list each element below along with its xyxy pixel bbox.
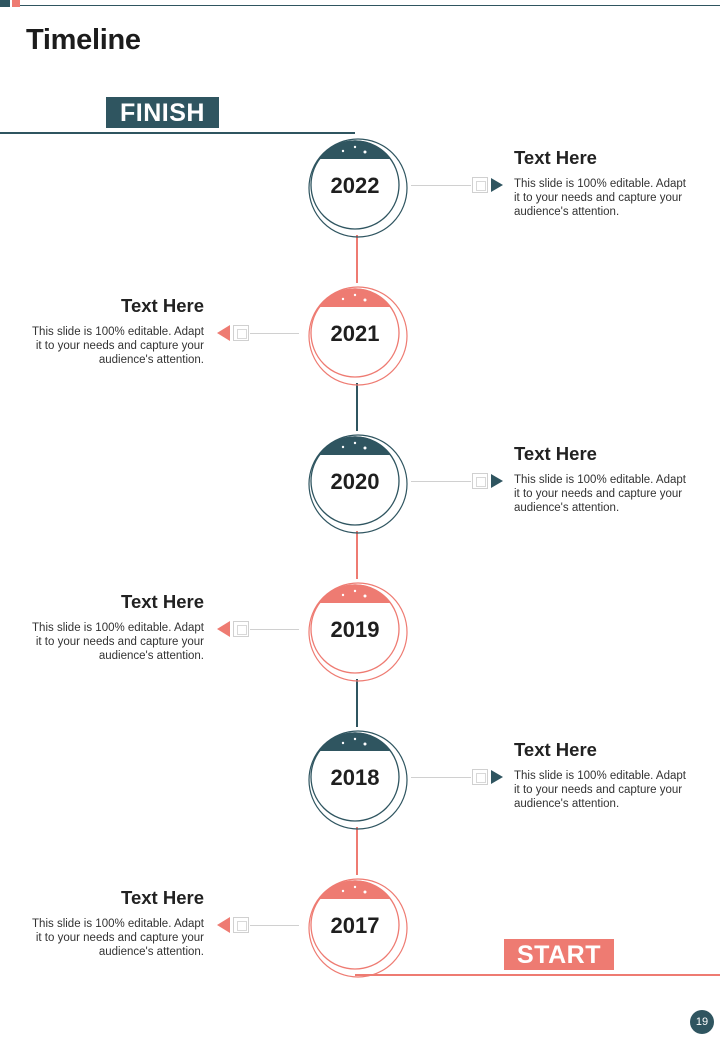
milestone-heading: Text Here <box>121 295 204 316</box>
timeline-connector <box>356 383 358 431</box>
top-rule <box>20 5 720 6</box>
year-label: 2019 <box>330 617 380 642</box>
description-line: audience's attention. <box>514 206 620 218</box>
cap-dot-icon <box>364 891 367 894</box>
milestone-heading: Text Here <box>121 887 204 908</box>
description-line: audience's attention. <box>98 650 204 662</box>
cap-dot-icon <box>342 890 344 892</box>
year-label: 2022 <box>330 173 380 198</box>
milestone-description <box>514 769 704 811</box>
description-line: audience's attention. <box>98 354 204 366</box>
year-label: 2021 <box>330 321 380 346</box>
marker-box-icon <box>472 177 488 193</box>
description-line: audience's attention. <box>514 502 620 514</box>
cap-dot-icon <box>364 595 367 598</box>
milestone-connector <box>411 777 471 778</box>
accent-square-coral <box>12 0 20 7</box>
cap-dot-icon <box>364 447 367 450</box>
milestone-connector <box>250 629 299 630</box>
start-label: START <box>504 939 614 970</box>
pointer-right-icon <box>491 770 503 784</box>
marker-box-icon <box>233 917 249 933</box>
cap-dot-icon <box>342 446 344 448</box>
cap-dot-icon <box>364 299 367 302</box>
marker-box-icon <box>472 473 488 489</box>
start-rule <box>355 974 720 976</box>
node-cap <box>319 288 391 307</box>
description-line: it to your needs and capture your <box>514 488 683 500</box>
pointer-left-icon <box>217 325 230 341</box>
finish-label: FINISH <box>106 97 219 128</box>
cap-dot-icon <box>342 742 344 744</box>
description-line: it to your needs and capture your <box>35 636 204 648</box>
cap-dot-icon <box>342 298 344 300</box>
cap-dot-icon <box>364 151 367 154</box>
description-line: it to your needs and capture your <box>35 932 204 944</box>
year-label: 2018 <box>330 765 380 790</box>
milestone-heading: Text Here <box>514 443 597 464</box>
node-cap <box>319 140 391 159</box>
pointer-left-icon <box>217 917 230 933</box>
milestone-description <box>14 917 204 959</box>
milestone-connector <box>250 925 299 926</box>
timeline-connector <box>356 679 358 727</box>
year-label: 2017 <box>330 913 380 938</box>
cap-dot-icon <box>342 150 344 152</box>
milestone-description <box>514 473 704 515</box>
timeline-connector <box>356 235 358 283</box>
pointer-right-icon <box>491 474 503 488</box>
cap-dot-icon <box>354 146 356 148</box>
node-cap <box>319 880 391 899</box>
cap-dot-icon <box>354 886 356 888</box>
description-line: This slide is 100% editable. Adapt <box>32 622 204 634</box>
marker-box-icon <box>233 325 249 341</box>
cap-dot-icon <box>364 743 367 746</box>
timeline-connector <box>356 531 358 579</box>
cap-dot-icon <box>342 594 344 596</box>
milestone-description <box>514 177 704 219</box>
milestone-connector <box>411 481 471 482</box>
timeline-connector <box>356 827 358 875</box>
cap-dot-icon <box>354 738 356 740</box>
description-line: audience's attention. <box>514 798 620 810</box>
page-title: Timeline <box>26 24 141 56</box>
pointer-left-icon <box>217 621 230 637</box>
description-line: it to your needs and capture your <box>514 192 683 204</box>
description-line: This slide is 100% editable. Adapt <box>514 770 686 782</box>
milestone-heading: Text Here <box>514 739 597 760</box>
milestone-connector <box>411 185 471 186</box>
description-line: it to your needs and capture your <box>514 784 683 796</box>
node-cap <box>319 584 391 603</box>
description-line: This slide is 100% editable. Adapt <box>32 918 204 930</box>
node-cap <box>319 436 391 455</box>
description-line: it to your needs and capture your <box>35 340 204 352</box>
year-label: 2020 <box>330 469 380 494</box>
marker-box-icon <box>472 769 488 785</box>
node-cap <box>319 732 391 751</box>
description-line: This slide is 100% editable. Adapt <box>514 474 686 486</box>
milestone-connector <box>250 333 299 334</box>
cap-dot-icon <box>354 442 356 444</box>
milestone-description <box>14 621 204 663</box>
cap-dot-icon <box>354 294 356 296</box>
accent-square-dark <box>0 0 10 7</box>
marker-box-icon <box>233 621 249 637</box>
milestone-heading: Text Here <box>514 147 597 168</box>
milestone-description <box>14 325 204 367</box>
top-accent-bar <box>0 0 720 7</box>
cap-dot-icon <box>354 590 356 592</box>
description-line: This slide is 100% editable. Adapt <box>32 326 204 338</box>
milestone-heading: Text Here <box>121 591 204 612</box>
description-line: This slide is 100% editable. Adapt <box>514 178 686 190</box>
page-number: 19 <box>690 1010 714 1034</box>
description-line: audience's attention. <box>98 946 204 958</box>
pointer-right-icon <box>491 178 503 192</box>
